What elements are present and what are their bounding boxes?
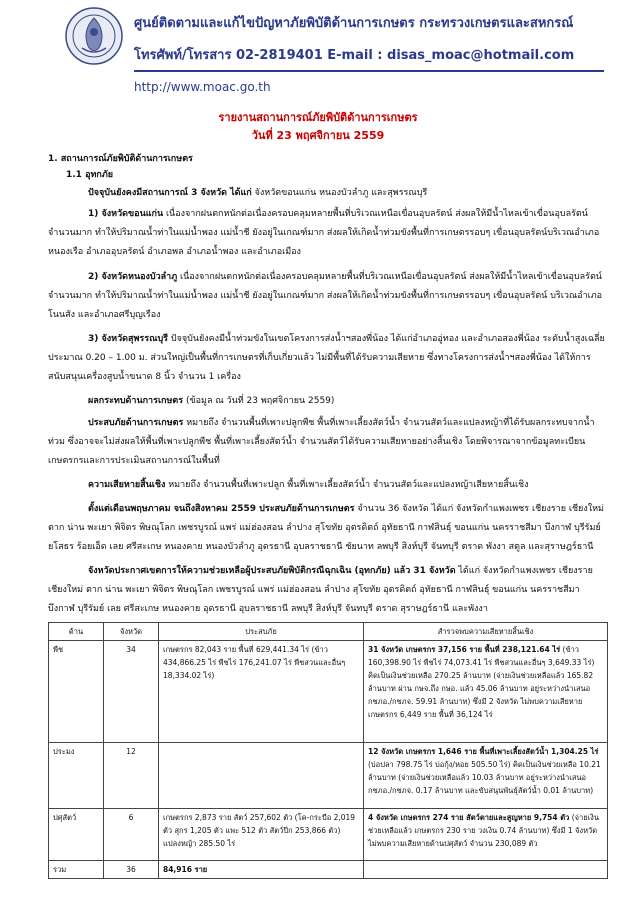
paragraph-khonkaen bbox=[48, 205, 608, 262]
cell-affected: เกษตรกร 2,873 ราย สัตว์ 257,602 ตัว (โค-กระบือ 2,019 ตัว สุกร 1,205 ตัว แพะ 512 ตัว สัตว์ปีก 253,866 ตัว) แปลงหญ้า 285.50 ไร่ bbox=[159, 809, 364, 861]
report-title: รายงานสถานการณ์ภัยพิบัติด้านการเกษตร bbox=[218, 111, 418, 124]
table-row-total bbox=[49, 861, 608, 879]
definition-total-damage-term: ความเสียหายสิ้นเชิง bbox=[88, 480, 166, 490]
report-date: วันที่ 23 พฤศจิกายน 2559 bbox=[251, 129, 385, 142]
subsection-heading: 1.1 อุทกภัย bbox=[66, 170, 114, 180]
cell-affected: เกษตรกร 82,043 ราย พื้นที่ 629,441.34 ไร่ (ข้าว 434,866.25 ไร่ พืชไร่ 176,241.07 ไร่ พืชสวนและอื่นๆ 18,334.02 ไร่) bbox=[159, 641, 364, 743]
current-situation-text: จังหวัดขอนแก่น หนองบัวลำภู และสุพรรณบุรี bbox=[251, 188, 428, 198]
cell-category: ปศุสัตว์ bbox=[49, 809, 104, 861]
cell-affected: 84,916 ราย bbox=[159, 861, 364, 879]
section-heading: 1. สถานการณ์ภัยพิบัติด้านการเกษตร bbox=[48, 154, 193, 164]
paragraph-khonkaen-text: เนื่องจากฝนตกหนักต่อเนื่องครอบคลุมหลายพื้นที่บริเวณเหนือเขื่อนอุบลรัตน์ ส่งผลให้มีน้ำไหลเข้าเขื่อนอุบลรัตน์จำนวนมาก ทำให้ปริมาณน้ำท่าในแม่น้ำพอง แม่น้ำชี ยังอยู่ในเกณฑ์มาก ส่งผลให้เกิดน้ำท่วมขังพื้นที่การเกษตรรอบๆ เขื่อนอุบลรัตน์บริเวณอำเภอหนองเรือ อำเภออุบลรัตน์ อำเภอพล อำเภอน้ำพอง และอำเภอเมือง bbox=[48, 209, 600, 257]
damage-detail: (บ่อปลา 798.75 ไร่ บ่อกุ้ง/หอย 505.50 ไร่) คิดเป็นเงินช่วยเหลือ 10.21 ล้านบาท (จ่ายเงินช่วยเหลือแล้ว 10.03 ล้านบาท อยู่ระหว่างนำเสนอ กชภอ./กชภจ. 0.17 ล้านบาท และขับสนุนพันธุ์สัตว์น้ำ 0.01 ล้านบาท) bbox=[368, 760, 601, 795]
contact-info: โทรศัพท์/โทรสาร 02-2819401 E-mail : disas_moac@hotmail.com bbox=[134, 48, 575, 63]
definition-affected-term: ประสบภัยด้านการเกษตร bbox=[88, 418, 184, 428]
emergency-zones-text: ได้แก่ จังหวัดกำแพงเพชร เชียงราย เชียงใหม่ ตาก น่าน พะเยา พิจิตร พิษณุโลก เพชรบูรณ์ แพร่ แม่ฮ่องสอน ลำปาง สุโขทัย อุตรดิตถ์ อุทัยธานี กาฬสินธุ์ ขอนแก่น นครราชสีมา บึงกาฬ บุรีรัมย์ เลย ศรีสะเกษ หนองคาย อุดรธานี อุบลราชธานี ลพบุรี สิงห์บุรี จันทบุรี ตราด สุราษฎร์ธานี และพังงา bbox=[48, 566, 593, 614]
definition-affected-text: หมายถึง จำนวนพื้นที่เพาะปลูกพืช พื้นที่เพาะเลี้ยงสัตว์น้ำ จำนวนสัตว์และแปลงหญ้าที่ได้รับผลกระทบจากน้ำท่วม ซึ่งอาจจะไม่ส่งผลให้พื้นที่เพาะปลูกพืช พื้นที่เพาะเลี้ยงสัตว์น้ำ จำนวนสัตว์ได้รับความเสียหายอย่างสิ้นเชิง โดยพิจารณาจากข้อมูลทะเบียนเกษตรกรและการประเมินสถานการณ์ในพื้นที่ bbox=[48, 418, 595, 466]
cell-category: ประมง bbox=[49, 743, 104, 809]
table-row bbox=[49, 743, 608, 809]
cell-provinces: 34 bbox=[104, 641, 159, 743]
letterhead bbox=[0, 0, 636, 98]
paragraph-nongbualamphu-text: เนื่องจากฝนตกหนักต่อเนื่องครอบคลุมหลายพื้นที่บริเวณเหนือเขื่อนอุบลรัตน์ ส่งผลให้มีน้ำไหลเข้าเขื่อนอุบลรัตน์จำนวนมาก ทำให้ปริมาณน้ำท่าในแม่น้ำพอง แม่น้ำชี ยังอยู่ในเกณฑ์มาก ส่งผลให้เกิดน้ำท่วมขังพื้นที่การเกษตรรอบๆ เขื่อนอุบลรัตน์ บริเวณอำเภอโนนสัง และอำเภอศรีบุญเรือง bbox=[48, 272, 603, 320]
impact-heading-date: (ข้อมูล ณ วันที่ 23 พฤศจิกายน 2559) bbox=[183, 396, 335, 406]
paragraph-affected-provinces bbox=[48, 500, 608, 557]
cell-category: รวม bbox=[49, 861, 104, 879]
cell-provinces: 36 bbox=[104, 861, 159, 879]
paragraph-suphanburi-lead: 3) จังหวัดสุพรรณบุรี bbox=[88, 334, 168, 344]
cell-total-damage bbox=[364, 809, 608, 861]
damage-highlight: 4 จังหวัด เกษตรกร 274 ราย สัตว์ตายและสูญหาย 9,754 ตัว bbox=[368, 813, 570, 822]
cell-total-damage bbox=[364, 861, 608, 879]
emergency-zones-lead: จังหวัดประกาศเขตการให้ความช่วยเหลือผู้ประสบภัยพิบัติกรณีฉุกเฉิน (อุทกภัย) แล้ว 31 จังหวัด bbox=[88, 566, 456, 576]
cell-total-damage bbox=[364, 641, 608, 743]
paragraph-nongbualamphu-lead: 2) จังหวัดหนองบัวลำภู bbox=[88, 272, 178, 282]
damage-detail: (จ่ายเงินช่วยเหลือแล้ว เกษตรกร 230 ราย วงเงิน 0.74 ล้านบาท) ซึ่งมี 1 จังหวัด ไม่พบความเสียหายด้านปศุสัตว์ จำนวน 230,089 ตัว bbox=[368, 813, 599, 848]
damage-highlight: 12 จังหวัด เกษตรกร 1,646 ราย พื้นที่เพาะเลี้ยงสัตว์น้ำ 1,304.25 ไร่ bbox=[368, 747, 599, 756]
paragraph-nongbualamphu bbox=[48, 268, 608, 325]
table-row bbox=[49, 641, 608, 743]
paragraph-suphanburi bbox=[48, 330, 608, 387]
table-row bbox=[49, 809, 608, 861]
header-provinces: จังหวัด bbox=[104, 623, 159, 641]
definition-total-damage-text: หมายถึง จำนวนพื้นที่เพาะปลูก พื้นที่เพาะเลี้ยงสัตว์น้ำ จำนวนสัตว์และแปลงหญ้าเสียหายสิ้นเชิง bbox=[165, 480, 529, 490]
cell-affected bbox=[159, 743, 364, 809]
paragraph-emergency-zones bbox=[48, 562, 608, 619]
paragraph-khonkaen-lead: 1) จังหวัดขอนแก่น bbox=[88, 209, 164, 219]
cell-provinces: 6 bbox=[104, 809, 159, 861]
header-total-damage: สำรวจพบความเสียหายสิ้นเชิง bbox=[364, 623, 608, 641]
ministry-seal-logo bbox=[64, 6, 124, 66]
paragraph-suphanburi-text: ปัจจุบันยังคงมีน้ำท่วมขังในเขตโครงการส่งน้ำฯสองพี่น้อง ได้แก่อำเภออู่ทอง และอำเภอสองพี่น้อง ระดับน้ำสูงเฉลี่ยประมาณ 0.20 – 1.00 ม. ส่วนใหญ่เป็นพื้นที่การเกษตรที่เก็บเกี่ยวแล้ว ไม่มีพื้นที่ได้รับความเสียหาย ซึ่งทางโครงการส่งน้ำฯสองพี่น้อง ได้ให้การสนับสนุนเครื่องสูบน้ำขนาด 8 นิ้ว จำนวน 1 เครื่อง bbox=[48, 334, 605, 382]
affected-provinces-lead: ตั้งแต่เดือนพฤษภาคม จนถึงสิงหาคม 2559 ประสบภัยด้านการเกษตร bbox=[88, 504, 355, 514]
impact-heading-lead: ผลกระทบด้านการเกษตร bbox=[88, 396, 184, 406]
cell-provinces: 12 bbox=[104, 743, 159, 809]
affected-provinces-text: จำนวน 36 จังหวัด ได้แก่ จังหวัดกำแพงเพชร เชียงราย เชียงใหม่ ตาก น่าน พะเยา พิจิตร พิษณุโลก เพชรบูรณ์ แพร่ แม่ฮ่องสอน ลำปาง สุโขทัย อุตรดิตถ์ อุทัยธานี กาฬสินธุ์ ขอนแก่น นครราชสีมา บึงกาฬ บุรีรัมย์ ยโสธร ร้อยเอ็ด เลย ศรีสะเกษ หนองคาย หนองบัวลำภู อุดรธานี อุบลราชธานี ชัยนาท ลพบุรี สิงห์บุรี จันทบุรี ตราด พังงา สตูล และสุราษฎร์ธานี bbox=[48, 504, 604, 552]
damage-highlight: 31 จังหวัด เกษตรกร 37,156 ราย พื้นที่ 238,121.64 ไร่ bbox=[368, 645, 561, 654]
definition-total-damage bbox=[48, 476, 608, 495]
impact-heading bbox=[88, 392, 608, 411]
website-link[interactable]: http://www.moac.go.th bbox=[134, 80, 271, 94]
definition-affected bbox=[48, 414, 608, 471]
header-affected: ประสบภัย bbox=[159, 623, 364, 641]
damage-detail: (ข้าว 160,398.90 ไร่ พืชไร่ 74,073.41 ไร่ พืชสวนและอื่นๆ 3,649.33 ไร่) คิดเป็นเงินช่วยเหลือ 270.25 ล้านบาท (จ่ายเงินช่วยเหลือแล้ว 165.82 ล้านบาท ผ่าน กษจ.ถึง กษอ. แล้ว 45.06 ล้านบาท อยู่ระหว่างนำเสนอ กชภอ./กชภจ. 59.91 ล้านบาท) ซึ่งมี 2 จังหวัด ไม่พบความเสียหาย เกษตรกร 6,449 ราย พื้นที่ 36,124 ไร่ bbox=[368, 645, 595, 719]
org-name: ศูนย์ติดตามและแก้ไขปัญหาภัยพิบัติด้านการเกษตร กระทรวงเกษตรและสหกรณ์ bbox=[134, 16, 574, 31]
current-situation-lead: ปัจจุบันยังคงมีสถานการณ์ 3 จังหวัด ได้แก่ bbox=[88, 188, 252, 198]
header-category: ด้าน bbox=[49, 623, 104, 641]
cell-category: พืช bbox=[49, 641, 104, 743]
cell-total-damage bbox=[364, 743, 608, 809]
table-header-row bbox=[49, 623, 608, 641]
current-situation bbox=[88, 184, 608, 203]
header-divider bbox=[134, 70, 604, 72]
impact-summary-table bbox=[48, 622, 608, 879]
